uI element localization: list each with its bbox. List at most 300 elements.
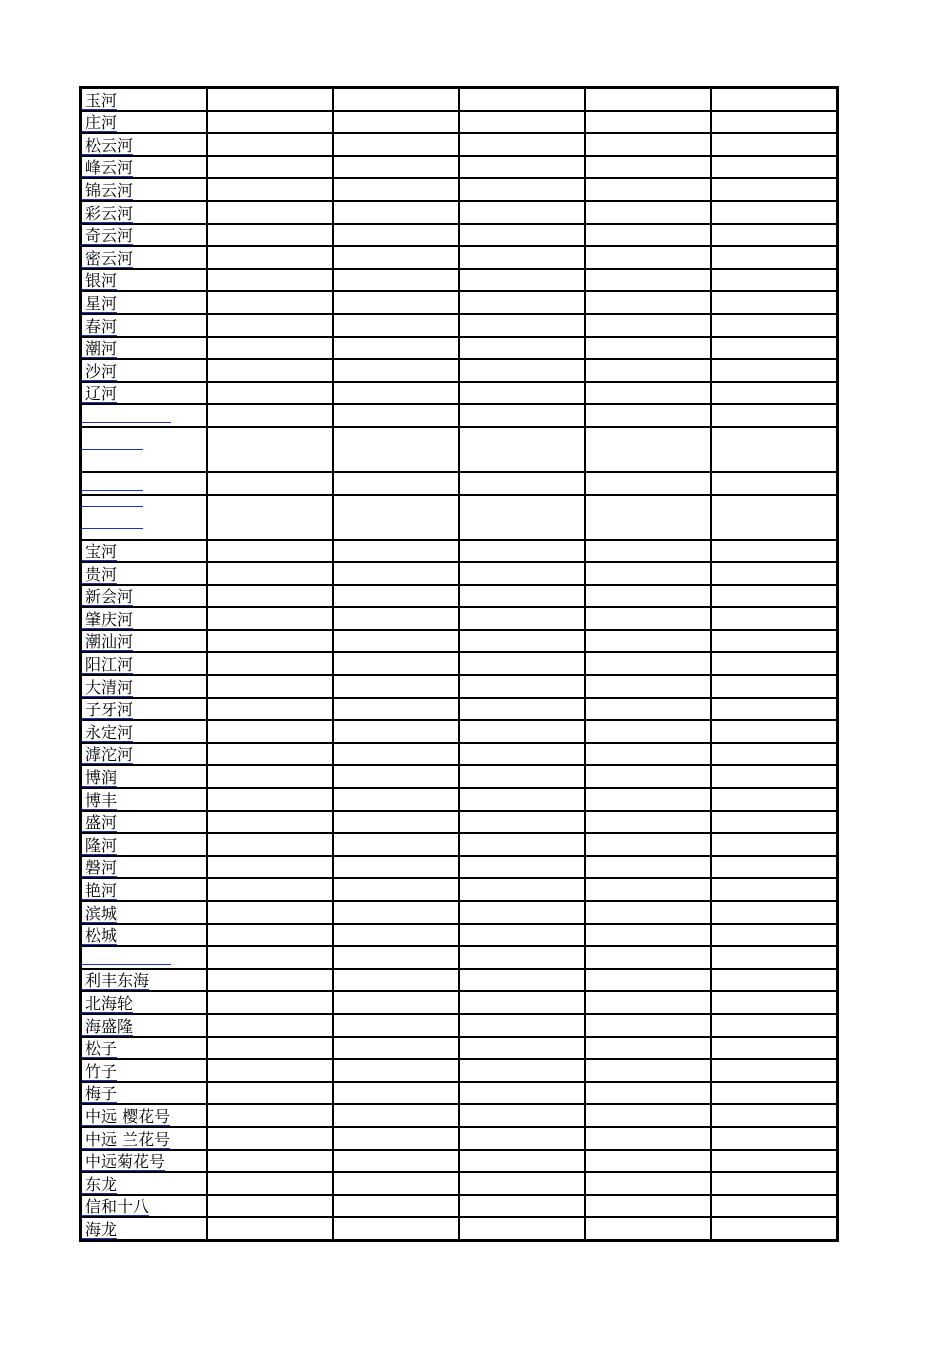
table-row <box>81 675 838 698</box>
ship-name-cell[interactable] <box>81 337 208 360</box>
ship-name-cell[interactable] <box>81 1217 208 1240</box>
empty-cell <box>711 1127 838 1150</box>
ship-name-cell[interactable] <box>81 359 208 382</box>
empty-cell <box>711 111 838 134</box>
empty-cell <box>333 382 459 405</box>
empty-cell <box>585 314 711 337</box>
empty-cell <box>207 585 333 608</box>
empty-cell <box>459 111 585 134</box>
table-row <box>81 720 838 743</box>
empty-cell <box>207 472 333 495</box>
empty-cell <box>207 1195 333 1218</box>
ship-name-cell[interactable] <box>81 133 208 156</box>
empty-cell <box>459 675 585 698</box>
ship-name-link[interactable]: 博丰 <box>82 793 117 810</box>
empty-cell <box>207 1127 333 1150</box>
ship-name-link[interactable]: 竹子 <box>82 1064 117 1081</box>
ship-name-link[interactable]: 利丰东海 <box>82 973 149 990</box>
empty-cell <box>459 833 585 856</box>
empty-cell <box>459 337 585 360</box>
empty-cell <box>459 1127 585 1150</box>
table-row <box>81 156 838 179</box>
empty-cell <box>207 562 333 585</box>
empty-cell <box>711 811 838 834</box>
empty-cell <box>711 88 838 111</box>
empty-cell <box>333 178 459 201</box>
empty-cell <box>585 1059 711 1082</box>
table-row <box>81 1172 838 1195</box>
empty-cell <box>585 969 711 992</box>
empty-cell <box>333 562 459 585</box>
empty-cell <box>459 1037 585 1060</box>
empty-cell <box>207 291 333 314</box>
empty-cell <box>207 156 333 179</box>
empty-cell <box>711 224 838 247</box>
empty-cell <box>333 88 459 111</box>
empty-cell <box>333 969 459 992</box>
empty-cell <box>333 1217 459 1240</box>
empty-cell <box>459 1217 585 1240</box>
ship-name-link[interactable]: 中远 兰花号 <box>82 1132 170 1149</box>
table-row <box>81 901 838 924</box>
empty-cell <box>459 246 585 269</box>
empty-cell <box>585 359 711 382</box>
empty-cell <box>333 1104 459 1127</box>
empty-cell <box>585 607 711 630</box>
empty-cell <box>585 991 711 1014</box>
empty-cell <box>207 382 333 405</box>
empty-cell <box>207 314 333 337</box>
table-row <box>81 1104 838 1127</box>
empty-cell <box>585 269 711 292</box>
ship-name-link[interactable]: 松城 <box>82 928 117 945</box>
ship-name-link[interactable]: 峰云河 <box>82 160 133 177</box>
empty-cell <box>207 743 333 766</box>
empty-cell <box>333 1172 459 1195</box>
empty-cell <box>459 901 585 924</box>
ship-name-cell[interactable] <box>81 427 208 472</box>
ship-name-cell[interactable] <box>81 1127 208 1150</box>
ship-name-cell[interactable] <box>81 833 208 856</box>
table-row <box>81 946 838 969</box>
ship-name-cell[interactable] <box>81 472 208 495</box>
empty-cell <box>459 1172 585 1195</box>
ship-name-link[interactable]: 东龙 <box>82 1177 117 1194</box>
ship-name-link[interactable]: 彩云河 <box>82 206 133 223</box>
empty-cell <box>711 156 838 179</box>
empty-cell <box>459 291 585 314</box>
empty-link[interactable] <box>82 421 171 423</box>
empty-cell <box>333 1127 459 1150</box>
empty-cell <box>333 878 459 901</box>
ship-name-link[interactable]: 银河 <box>82 273 117 290</box>
ship-name-link[interactable]: 隆河 <box>82 838 117 855</box>
ship-name-link[interactable]: 奇云河 <box>82 228 133 245</box>
ship-name-cell[interactable] <box>81 404 208 427</box>
empty-cell <box>585 1037 711 1060</box>
empty-cell <box>459 765 585 788</box>
ship-name-cell[interactable] <box>81 1104 208 1127</box>
ship-name-cell[interactable] <box>81 540 208 563</box>
empty-cell <box>585 201 711 224</box>
ship-name-link[interactable]: 博润 <box>82 770 117 787</box>
ship-name-link[interactable]: 艳河 <box>82 883 117 900</box>
table-row <box>81 1217 838 1240</box>
empty-cell <box>585 946 711 969</box>
ship-name-link[interactable]: 滹沱河 <box>82 747 133 764</box>
table-row <box>81 878 838 901</box>
ship-name-cell[interactable] <box>81 856 208 879</box>
empty-cell <box>333 585 459 608</box>
empty-cell <box>333 698 459 721</box>
empty-cell <box>585 472 711 495</box>
empty-cell <box>585 765 711 788</box>
empty-cell <box>207 404 333 427</box>
empty-cell <box>333 314 459 337</box>
ship-table <box>79 86 839 1242</box>
table-row <box>81 133 838 156</box>
empty-cell <box>459 359 585 382</box>
empty-cell <box>585 878 711 901</box>
empty-cell <box>459 1195 585 1218</box>
table-row <box>81 765 838 788</box>
ship-name-cell[interactable] <box>81 946 208 969</box>
empty-cell <box>585 337 711 360</box>
empty-cell <box>333 201 459 224</box>
empty-cell <box>711 1150 838 1173</box>
ship-name-link[interactable]: 阳江河 <box>82 657 133 674</box>
empty-cell <box>711 314 838 337</box>
ship-name-cell[interactable] <box>81 111 208 134</box>
empty-cell <box>207 833 333 856</box>
empty-cell <box>585 698 711 721</box>
empty-cell <box>459 946 585 969</box>
empty-cell <box>711 1195 838 1218</box>
empty-cell <box>711 472 838 495</box>
empty-cell <box>333 675 459 698</box>
empty-cell <box>207 88 333 111</box>
empty-cell <box>333 495 459 540</box>
table-row <box>81 404 838 427</box>
table-row <box>81 833 838 856</box>
empty-cell <box>333 743 459 766</box>
ship-name-link[interactable]: 锦云河 <box>82 183 133 200</box>
empty-cell <box>585 901 711 924</box>
ship-name-link[interactable]: 密云河 <box>82 251 133 268</box>
ship-name-cell[interactable] <box>81 607 208 630</box>
empty-cell <box>207 811 333 834</box>
empty-cell <box>333 720 459 743</box>
empty-cell <box>711 1014 838 1037</box>
empty-cell <box>207 698 333 721</box>
ship-name-link[interactable]: 宝河 <box>82 544 117 561</box>
ship-name-cell[interactable] <box>81 1172 208 1195</box>
empty-cell <box>459 878 585 901</box>
ship-name-cell[interactable] <box>81 765 208 788</box>
table-row <box>81 246 838 269</box>
empty-cell <box>333 269 459 292</box>
empty-cell <box>585 495 711 540</box>
ship-name-cell[interactable] <box>81 1037 208 1060</box>
empty-cell <box>333 246 459 269</box>
empty-cell <box>333 1037 459 1060</box>
ship-name-link[interactable]: 松云河 <box>82 138 133 155</box>
table-row <box>81 924 838 947</box>
empty-cell <box>207 1217 333 1240</box>
empty-cell <box>585 1104 711 1127</box>
empty-cell <box>207 969 333 992</box>
ship-name-cell[interactable] <box>81 991 208 1014</box>
empty-cell <box>585 291 711 314</box>
empty-cell <box>585 540 711 563</box>
empty-cell <box>207 1014 333 1037</box>
empty-cell <box>207 856 333 879</box>
ship-name-cell[interactable] <box>81 246 208 269</box>
ship-name-link[interactable]: 子牙河 <box>82 702 133 719</box>
empty-cell <box>585 1127 711 1150</box>
empty-cell <box>333 291 459 314</box>
empty-cell <box>333 1195 459 1218</box>
ship-name-link[interactable]: 北海轮 <box>82 996 133 1013</box>
empty-cell <box>711 133 838 156</box>
empty-cell <box>207 675 333 698</box>
empty-cell <box>207 878 333 901</box>
empty-cell <box>207 178 333 201</box>
ship-name-cell[interactable] <box>81 811 208 834</box>
ship-name-link[interactable]: 中远菊花号 <box>82 1154 165 1171</box>
empty-cell <box>585 1150 711 1173</box>
table-row <box>81 427 838 472</box>
ship-name-link[interactable]: 潮汕河 <box>82 634 133 651</box>
ship-name-link[interactable]: 大清河 <box>82 680 133 697</box>
ship-name-cell[interactable] <box>81 652 208 675</box>
ship-name-cell[interactable] <box>81 720 208 743</box>
empty-cell <box>207 607 333 630</box>
empty-link[interactable] <box>82 489 143 491</box>
ship-name-cell[interactable] <box>81 901 208 924</box>
ship-name-link[interactable]: 星河 <box>82 296 117 313</box>
empty-cell <box>207 224 333 247</box>
empty-cell <box>711 246 838 269</box>
empty-cell <box>711 720 838 743</box>
table-row <box>81 269 838 292</box>
ship-name-link[interactable]: 庄河 <box>82 115 117 132</box>
empty-cell <box>711 337 838 360</box>
empty-cell <box>711 1217 838 1240</box>
empty-cell <box>711 201 838 224</box>
empty-cell <box>711 698 838 721</box>
ship-name-cell[interactable] <box>81 291 208 314</box>
ship-name-cell[interactable] <box>81 88 208 111</box>
ship-name-link[interactable]: 肇庆河 <box>82 612 133 629</box>
empty-cell <box>459 788 585 811</box>
empty-cell <box>711 1104 838 1127</box>
empty-cell <box>585 833 711 856</box>
ship-name-cell[interactable] <box>81 224 208 247</box>
table-row <box>81 111 838 134</box>
empty-cell <box>207 337 333 360</box>
ship-name-cell[interactable] <box>81 495 208 540</box>
empty-cell <box>207 924 333 947</box>
empty-cell <box>711 788 838 811</box>
empty-cell <box>459 1059 585 1082</box>
empty-cell <box>333 1150 459 1173</box>
table-row <box>81 743 838 766</box>
empty-cell <box>459 133 585 156</box>
ship-name-cell[interactable] <box>81 924 208 947</box>
table-row <box>81 630 838 653</box>
ship-name-cell[interactable] <box>81 382 208 405</box>
empty-cell <box>711 562 838 585</box>
empty-cell <box>459 201 585 224</box>
ship-name-cell[interactable] <box>81 788 208 811</box>
empty-cell <box>207 133 333 156</box>
ship-name-cell[interactable] <box>81 1059 208 1082</box>
empty-cell <box>333 540 459 563</box>
empty-cell <box>585 178 711 201</box>
table-row <box>81 1037 838 1060</box>
empty-cell <box>585 1082 711 1105</box>
ship-name-cell[interactable] <box>81 269 208 292</box>
empty-cell <box>333 427 459 472</box>
empty-cell <box>585 133 711 156</box>
ship-name-cell[interactable] <box>81 562 208 585</box>
empty-cell <box>711 878 838 901</box>
empty-cell <box>711 675 838 698</box>
ship-name-link[interactable]: 潮河 <box>82 341 117 358</box>
ship-name-cell[interactable] <box>81 630 208 653</box>
empty-cell <box>207 359 333 382</box>
ship-name-link[interactable]: 辽河 <box>82 386 117 403</box>
table-row <box>81 359 838 382</box>
empty-cell <box>459 607 585 630</box>
empty-cell <box>711 404 838 427</box>
empty-link[interactable] <box>82 505 143 507</box>
ship-name-cell[interactable] <box>81 1195 208 1218</box>
table-row <box>81 88 838 111</box>
empty-cell <box>207 991 333 1014</box>
empty-cell <box>711 630 838 653</box>
empty-cell <box>711 427 838 472</box>
empty-cell <box>459 698 585 721</box>
ship-name-link[interactable]: 滨城 <box>82 906 117 923</box>
empty-cell <box>459 856 585 879</box>
empty-cell <box>207 269 333 292</box>
empty-cell <box>207 652 333 675</box>
empty-cell <box>459 585 585 608</box>
table-row <box>81 991 838 1014</box>
empty-cell <box>207 720 333 743</box>
ship-name-link[interactable]: 松子 <box>82 1041 117 1058</box>
ship-name-cell[interactable] <box>81 1150 208 1173</box>
ship-name-cell[interactable] <box>81 1014 208 1037</box>
table-row <box>81 1059 838 1082</box>
empty-cell <box>459 156 585 179</box>
empty-link[interactable] <box>82 448 143 450</box>
ship-name-cell[interactable] <box>81 178 208 201</box>
empty-cell <box>711 924 838 947</box>
ship-name-cell[interactable] <box>81 585 208 608</box>
empty-cell <box>459 1150 585 1173</box>
empty-cell <box>585 720 711 743</box>
ship-name-cell[interactable] <box>81 698 208 721</box>
empty-cell <box>459 720 585 743</box>
empty-cell <box>459 495 585 540</box>
empty-link[interactable] <box>82 963 171 965</box>
ship-name-link[interactable]: 中远 樱花号 <box>82 1109 170 1126</box>
ship-name-link[interactable]: 永定河 <box>82 725 133 742</box>
empty-cell <box>711 1172 838 1195</box>
empty-cell <box>585 652 711 675</box>
empty-cell <box>459 562 585 585</box>
ship-name-cell[interactable] <box>81 201 208 224</box>
ship-name-cell[interactable] <box>81 878 208 901</box>
table-row <box>81 698 838 721</box>
table-row <box>81 607 838 630</box>
empty-cell <box>459 178 585 201</box>
empty-cell <box>459 969 585 992</box>
empty-cell <box>333 630 459 653</box>
table-row <box>81 585 838 608</box>
table-row <box>81 1082 838 1105</box>
ship-name-link[interactable]: 梅子 <box>82 1086 117 1103</box>
empty-cell <box>585 924 711 947</box>
ship-name-link[interactable]: 贵河 <box>82 567 117 584</box>
table-row <box>81 1014 838 1037</box>
empty-cell <box>207 495 333 540</box>
ship-name-link[interactable]: 海龙 <box>82 1222 117 1239</box>
empty-cell <box>333 901 459 924</box>
ship-name-cell[interactable] <box>81 743 208 766</box>
ship-name-cell[interactable] <box>81 675 208 698</box>
empty-cell <box>459 314 585 337</box>
ship-name-link[interactable]: 盛河 <box>82 815 117 832</box>
ship-name-link[interactable]: 海盛隆 <box>82 1019 133 1036</box>
empty-cell <box>207 246 333 269</box>
ship-name-link[interactable]: 信和十八 <box>82 1199 149 1216</box>
empty-cell <box>207 1059 333 1082</box>
empty-cell <box>585 788 711 811</box>
empty-cell <box>459 652 585 675</box>
empty-link[interactable] <box>82 527 143 529</box>
empty-cell <box>585 88 711 111</box>
ship-name-cell[interactable] <box>81 969 208 992</box>
empty-cell <box>207 1082 333 1105</box>
empty-cell <box>333 337 459 360</box>
empty-cell <box>207 540 333 563</box>
ship-name-cell[interactable] <box>81 314 208 337</box>
empty-cell <box>333 924 459 947</box>
ship-name-link[interactable]: 春河 <box>82 319 117 336</box>
ship-name-link[interactable]: 沙河 <box>82 364 117 381</box>
empty-cell <box>585 743 711 766</box>
ship-name-link[interactable]: 磐河 <box>82 860 117 877</box>
empty-cell <box>459 88 585 111</box>
ship-name-cell[interactable] <box>81 1082 208 1105</box>
ship-name-cell[interactable] <box>81 156 208 179</box>
empty-cell <box>207 201 333 224</box>
empty-cell <box>459 224 585 247</box>
table-row <box>81 472 838 495</box>
empty-cell <box>585 382 711 405</box>
empty-cell <box>585 585 711 608</box>
ship-name-link[interactable]: 玉河 <box>82 93 117 110</box>
ship-name-link[interactable]: 新会河 <box>82 589 133 606</box>
empty-cell <box>711 269 838 292</box>
table-row <box>81 540 838 563</box>
empty-cell <box>459 382 585 405</box>
empty-cell <box>333 991 459 1014</box>
